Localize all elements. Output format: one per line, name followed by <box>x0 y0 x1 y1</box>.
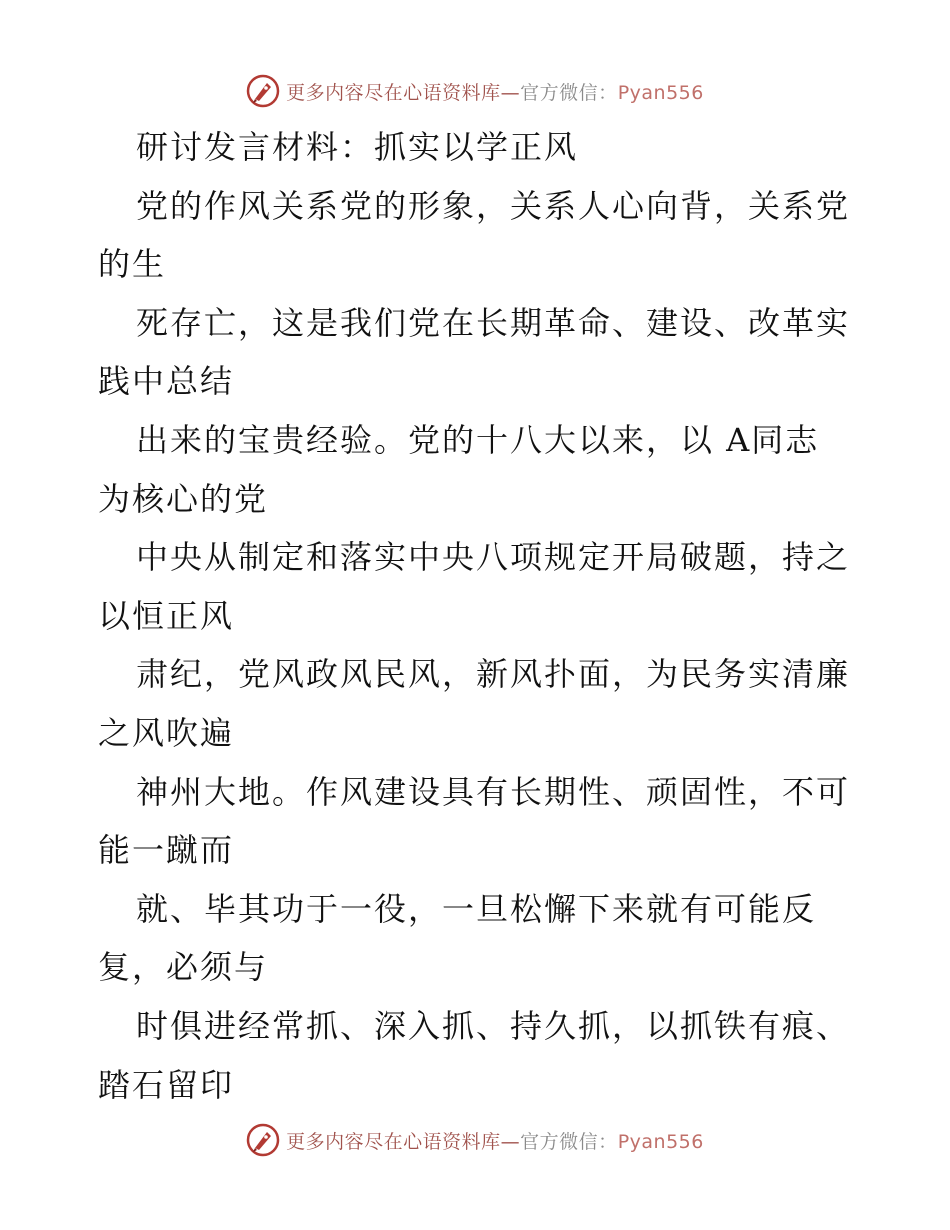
document-body <box>98 118 858 1114</box>
footer-site-text: 更多内容尽在心语资料库 <box>286 1130 501 1153</box>
paragraph-line: 复，必须与 <box>98 948 269 987</box>
footer-banner-text <box>286 1127 704 1154</box>
header-account: Pyan556 <box>617 81 704 104</box>
pen-nib-logo-icon <box>246 1123 280 1157</box>
header-separator: — <box>500 81 521 104</box>
paragraph-line: 就、毕其功于一役，一旦松懈下来就有可能反 <box>136 889 817 928</box>
document-title: 研讨发言材料：抓实以学正风 <box>136 128 579 166</box>
header-banner-text <box>286 78 704 105</box>
paragraph-line: 死存亡，这是我们党在长期革命、建设、改革实 <box>136 303 851 342</box>
paragraph-line: 之风吹遍 <box>98 713 235 752</box>
paragraph-line: 踏石留印 <box>98 1065 235 1104</box>
paragraph-line: 中央从制定和落实中央八项规定开局破题，持之 <box>136 538 851 577</box>
footer-separator: — <box>500 1130 521 1153</box>
paragraph-line: 肃纪，党风政风民风，新风扑面，为民务实清廉 <box>136 655 851 694</box>
paragraph-line: 以恒正风 <box>98 596 235 635</box>
header-banner <box>0 71 950 111</box>
paragraph-line: 能一蹴而 <box>98 831 235 870</box>
header-site-text: 更多内容尽在心语资料库 <box>286 81 501 104</box>
paragraph-line: 时俱进经常抓、深入抓、持久抓，以抓铁有痕、 <box>136 1006 851 1045</box>
footer-wechat-label: 官方微信： <box>520 1130 618 1153</box>
paragraph-line: 为核心的党 <box>98 479 269 518</box>
pen-nib-logo-icon <box>246 74 280 108</box>
header-wechat-label: 官方微信： <box>520 81 618 104</box>
paragraph-line: 党的作风关系党的形象，关系人心向背，关系党 <box>136 186 851 225</box>
footer-banner <box>0 1120 950 1160</box>
footer-account: Pyan556 <box>617 1130 704 1153</box>
paragraph-line: 的生 <box>98 245 167 284</box>
paragraph-line: 出来的宝贵经验。党的十八大以来，以 A同志 <box>136 420 820 459</box>
paragraph-line: 践中总结 <box>98 362 235 401</box>
paragraph-line: 神州大地。作风建设具有长期性、顽固性，不可 <box>136 772 851 811</box>
